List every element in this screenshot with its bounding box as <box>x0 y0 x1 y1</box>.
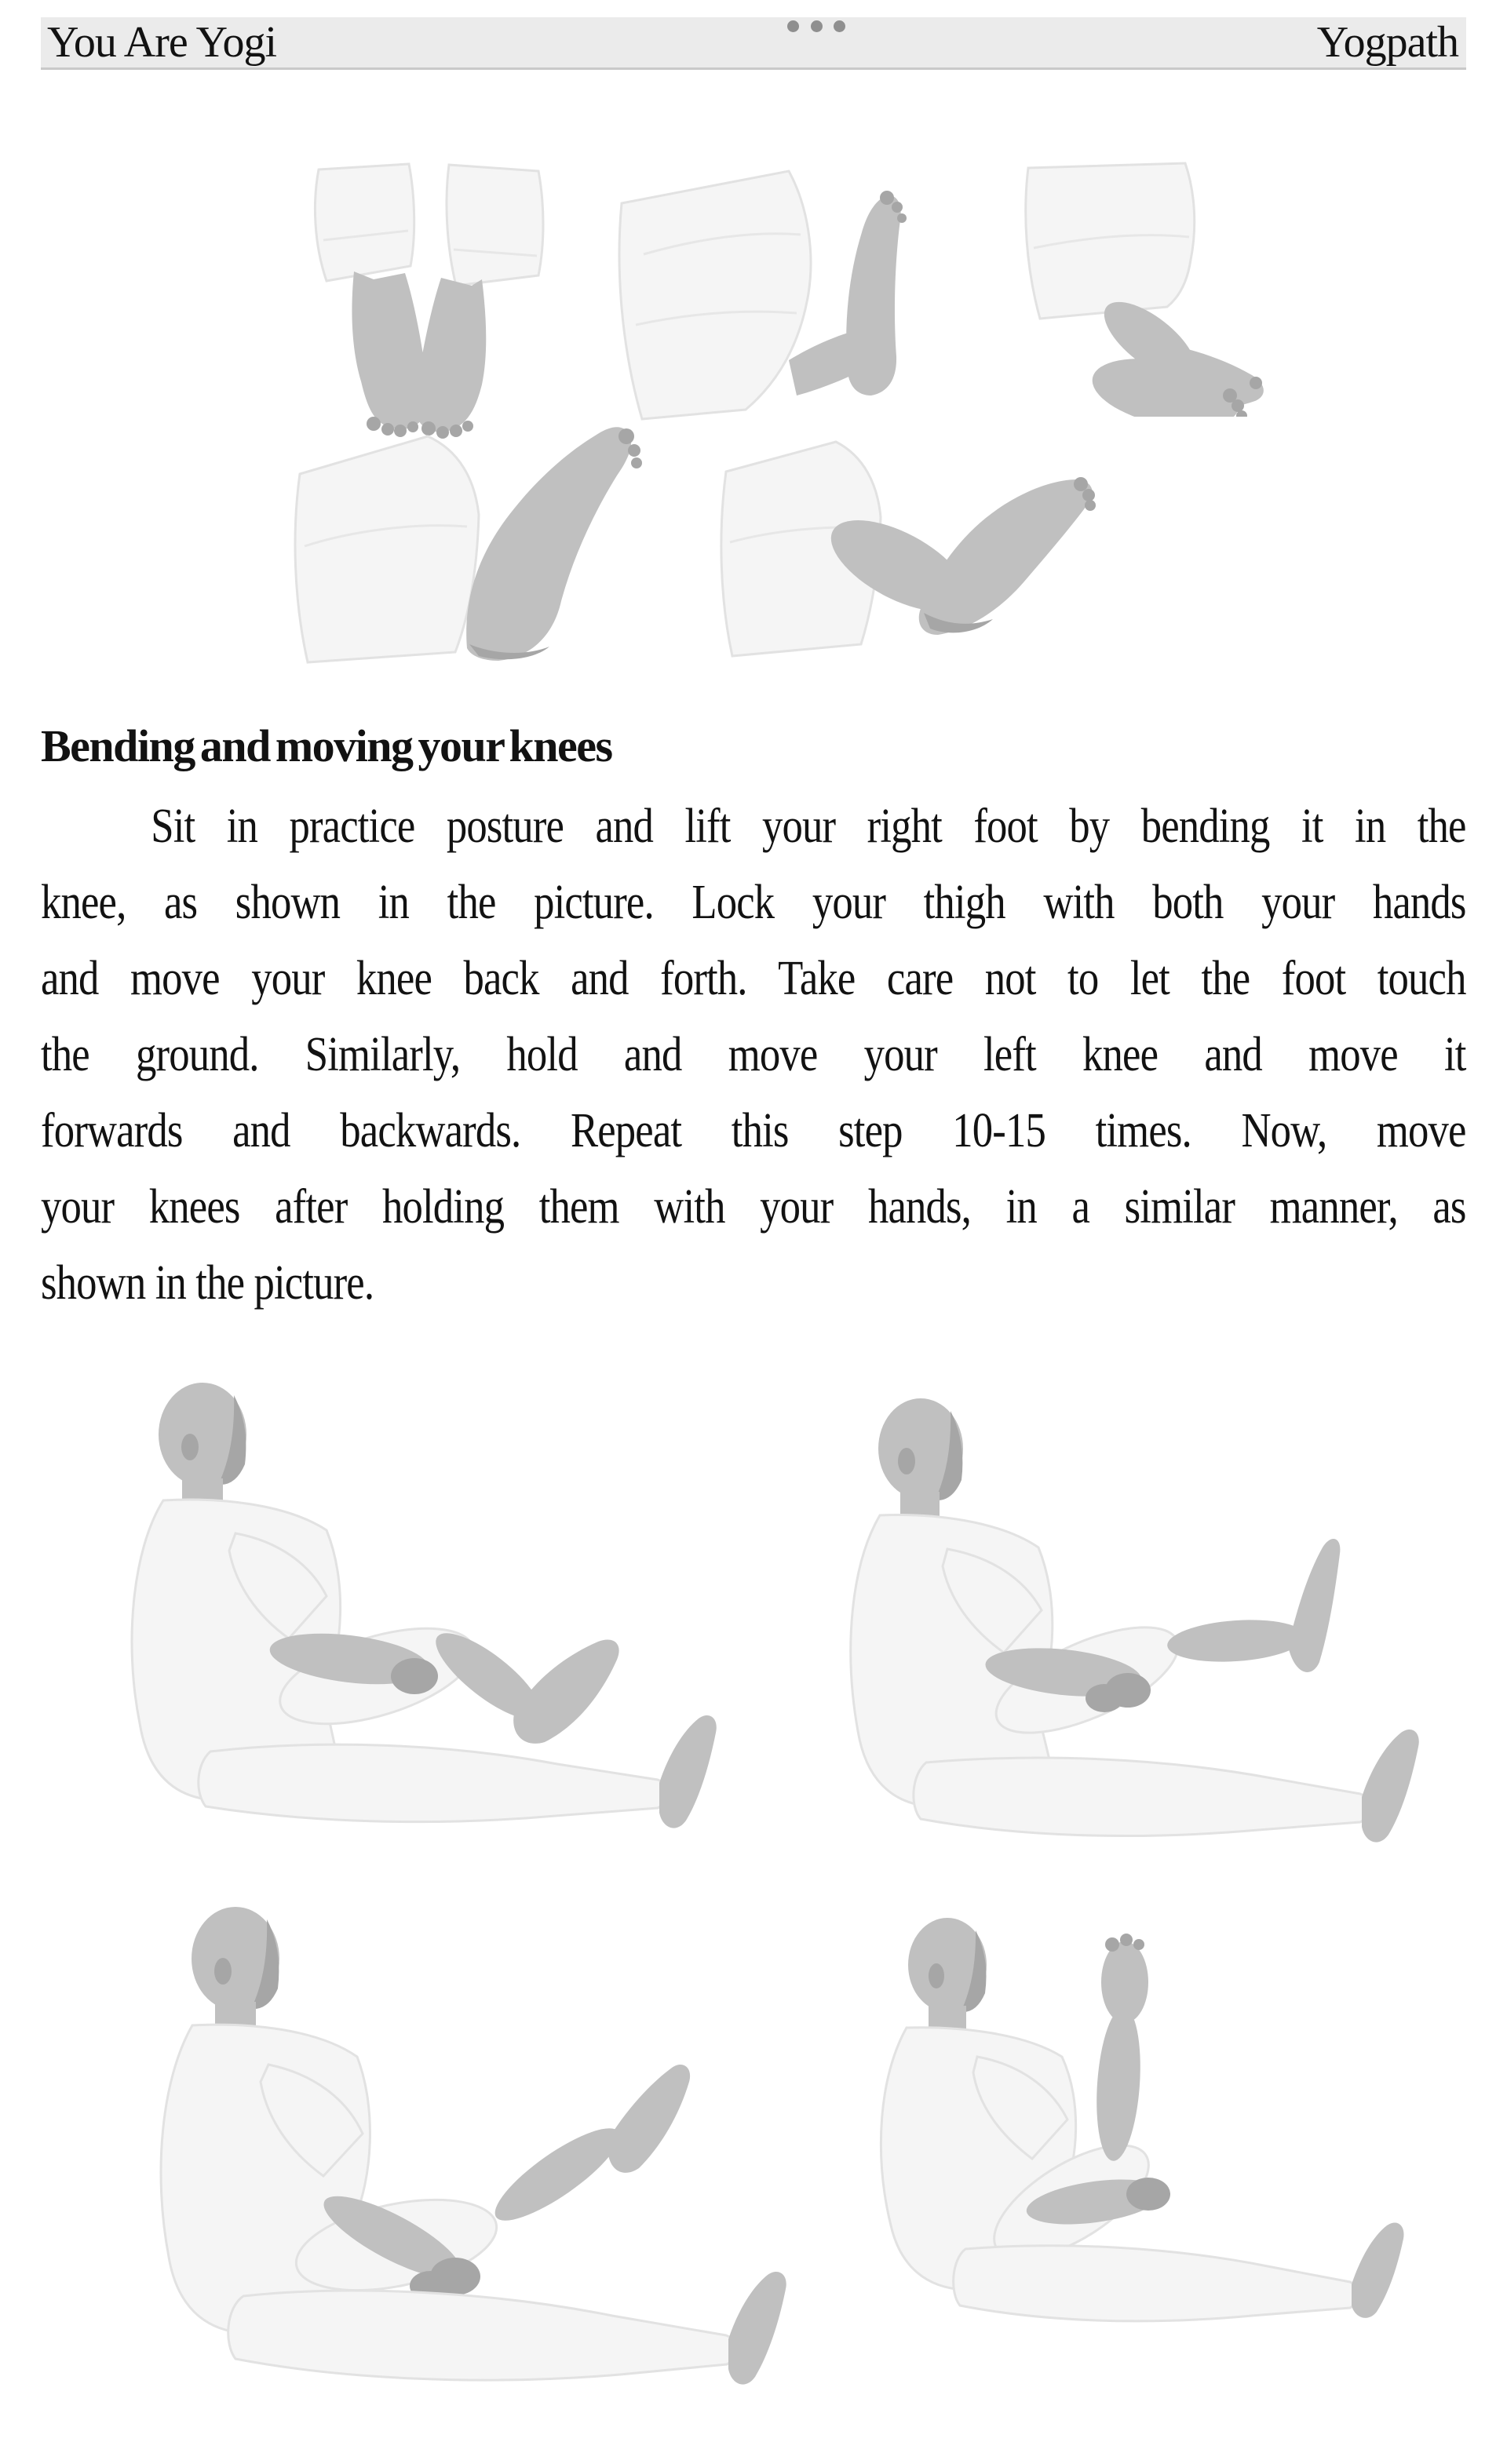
knee-photo-1 <box>118 1347 765 1864</box>
chapter-title: Yogpath <box>1316 18 1458 67</box>
foot-stretched-forward-illustration <box>718 425 1111 664</box>
foot-pulled-up-illustration <box>290 413 659 664</box>
knee-photo-2 <box>828 1370 1452 1864</box>
ankle-photo-2 <box>612 160 950 431</box>
ankle-photo-1 <box>295 162 573 440</box>
paragraph-line: and move your knee back and forth. Take care not to let the foot touch <box>41 952 1466 1005</box>
paragraph-line: knee, as shown in the picture. Lock your thigh with both your hands <box>41 876 1466 929</box>
instruction-paragraph <box>41 789 1466 1321</box>
knee-exercise-collage <box>0 1326 1507 2440</box>
knee-photo-4 <box>859 1896 1452 2324</box>
ankle-photo-3 <box>1016 162 1287 417</box>
book-title: You Are Yogi <box>47 18 277 67</box>
man-hands-clasped-knee-illustration <box>118 1868 844 2429</box>
man-holding-knee-high-illustration <box>828 1370 1452 1864</box>
feet-extended-down-illustration <box>1016 162 1287 417</box>
paragraph-line: Sit in practice posture and lift your right foot by bending it in the <box>151 800 1466 853</box>
section-heading: Bending and moving your knees <box>41 720 612 771</box>
ankle-photo-5 <box>718 425 1111 664</box>
man-holding-knee-illustration <box>118 1347 765 1864</box>
foot-flexed-up-illustration <box>612 160 950 431</box>
paragraph-line: your knees after holding them with your hands, in a similar manner, as <box>41 1180 1466 1234</box>
knee-photo-3 <box>118 1868 844 2429</box>
feet-toes-down-illustration <box>295 162 573 440</box>
ankle-photo-4 <box>290 413 659 664</box>
paragraph-line: the ground. Similarly, hold and move your left knee and move it <box>41 1028 1466 1081</box>
ankle-exercise-collage <box>0 0 1507 683</box>
man-leg-raised-high-illustration <box>859 1896 1452 2324</box>
paragraph-line: shown in the picture. <box>41 1256 374 1310</box>
paragraph-line: forwards and backwards. Repeat this step 10-15 times. Now, move <box>41 1104 1466 1157</box>
